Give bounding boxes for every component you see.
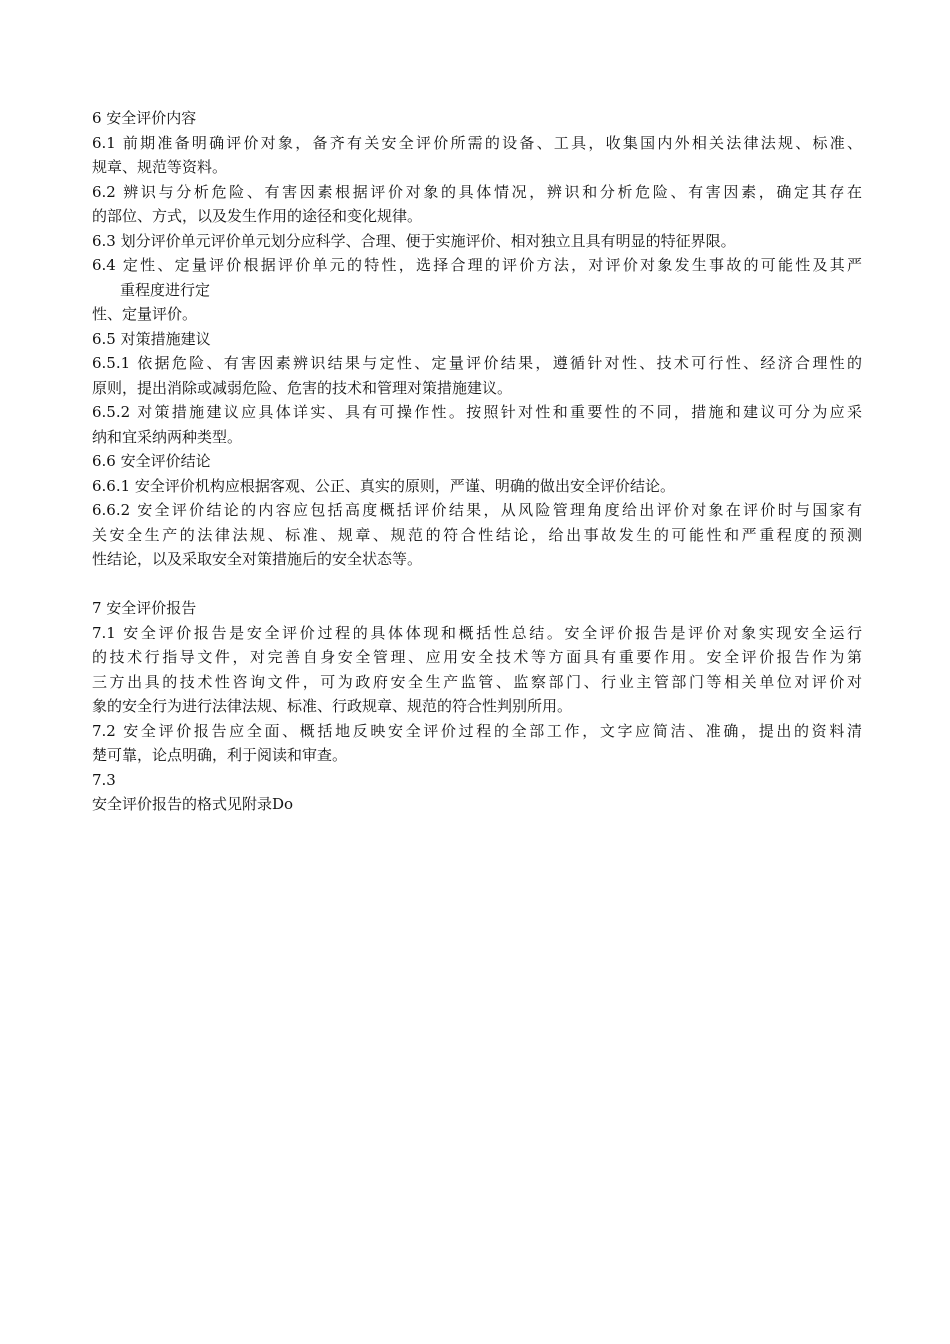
paragraph-6-5-2-line-1: 6.5.2 对策措施建议应具体详实、具有可操作性。按照针对性和重要性的不同，措施和建议可分为应采 (92, 403, 862, 421)
paragraph-6-6-2-line-2: 关安全生产的法律法规、标准、规章、规范的符合性结论，给出事故发生的可能性和严重程度的预测 (92, 525, 862, 544)
paragraph-7-2-line-1: 7.2 安全评价报告应全面、概括地反映安全评价过程的全部工作，文字应简洁、准确，提出的资料清 (92, 721, 862, 740)
paragraph-6-5-1-line-1: 6.5.1 依据危险、有害因素辨识结果与定性、定量评价结果，遵循针对性、技术可行性、经济合理性的 (92, 354, 862, 372)
paragraph-6-1-line-1: 6.1 前期准备明确评价对象，备齐有关安全评价所需的设备、工具，收集国内外相关法律法规、标准、 (92, 133, 862, 152)
paragraph-6-4-line-1: 6.4 定性、定量评价根据评价单元的特性，选择合理的评价方法，对评价对象发生事故的可能性及其严 (92, 256, 862, 274)
paragraph-6-3-line-1: 6.3 划分评价单元评价单元划分应科学、合理、便于实施评价、相对独立且具有明显的特征界限。 (92, 231, 736, 250)
paragraph-7-3-number: 7.3 (92, 770, 116, 789)
section-6-5-heading: 6.5 对策措施建议 (92, 329, 211, 348)
paragraph-7-3-text: 安全评价报告的格式见附录Do (92, 795, 294, 813)
section-6-heading: 6 安全评价内容 (92, 109, 197, 127)
paragraph-6-5-2-line-2: 纳和宜采纳两种类型。 (92, 427, 243, 446)
document-body (92, 106, 862, 817)
paragraph-6-6-2-line-3: 性结论，以及采取安全对策措施后的安全状态等。 (92, 550, 423, 568)
paragraph-6-6-1-line-1: 6.6.1 安全评价机构应根据客观、公正、真实的原则，严谨、明确的做出安全评价结论。 (92, 476, 675, 495)
paragraph-6-4-line-2: 重程度进行定 (120, 280, 211, 299)
paragraph-7-1-line-3: 三方出具的技术性咨询文件，可为政府安全生产监管、监察部门、行业主管部门等相关单位对评价对 (92, 672, 862, 691)
paragraph-6-5-1-line-2: 原则，提出消除或减弱危险、危害的技术和管理对策措施建议。 (92, 378, 513, 397)
section-7-heading: 7 安全评价报告 (92, 599, 197, 617)
paragraph-7-1-line-1: 7.1 安全评价报告是安全评价过程的具体体现和概括性总结。安全评价报告是评价对象实现安全运行 (92, 623, 862, 642)
paragraph-7-1-line-2: 的技术行指导文件，对完善自身安全管理、应用安全技术等方面具有重要作用。安全评价报告作为第 (92, 648, 862, 666)
paragraph-6-4-line-3: 性、定量评价。 (92, 305, 198, 323)
section-spacer (92, 572, 862, 597)
paragraph-6-6-2-line-1: 6.6.2 安全评价结论的内容应包括高度概括评价结果，从风险管理角度给出评价对象在评价时与国家有 (92, 501, 862, 519)
paragraph-6-1-line-2: 规章、规范等资料。 (92, 158, 228, 176)
paragraph-7-1-line-4: 象的安全行为进行法律法规、标准、行政规章、规范的符合性判别所用。 (92, 697, 573, 715)
paragraph-6-2-line-1: 6.2 辨识与分析危险、有害因素根据评价对象的具体情况，辨识和分析危险、有害因素，确定其存在 (92, 182, 862, 201)
paragraph-7-2-line-2: 楚可靠，论点明确，利于阅读和审查。 (92, 746, 348, 764)
section-6-6-heading: 6.6 安全评价结论 (92, 452, 211, 470)
paragraph-6-2-line-2: 的部位、方式，以及发生作用的途径和变化规律。 (92, 207, 423, 225)
